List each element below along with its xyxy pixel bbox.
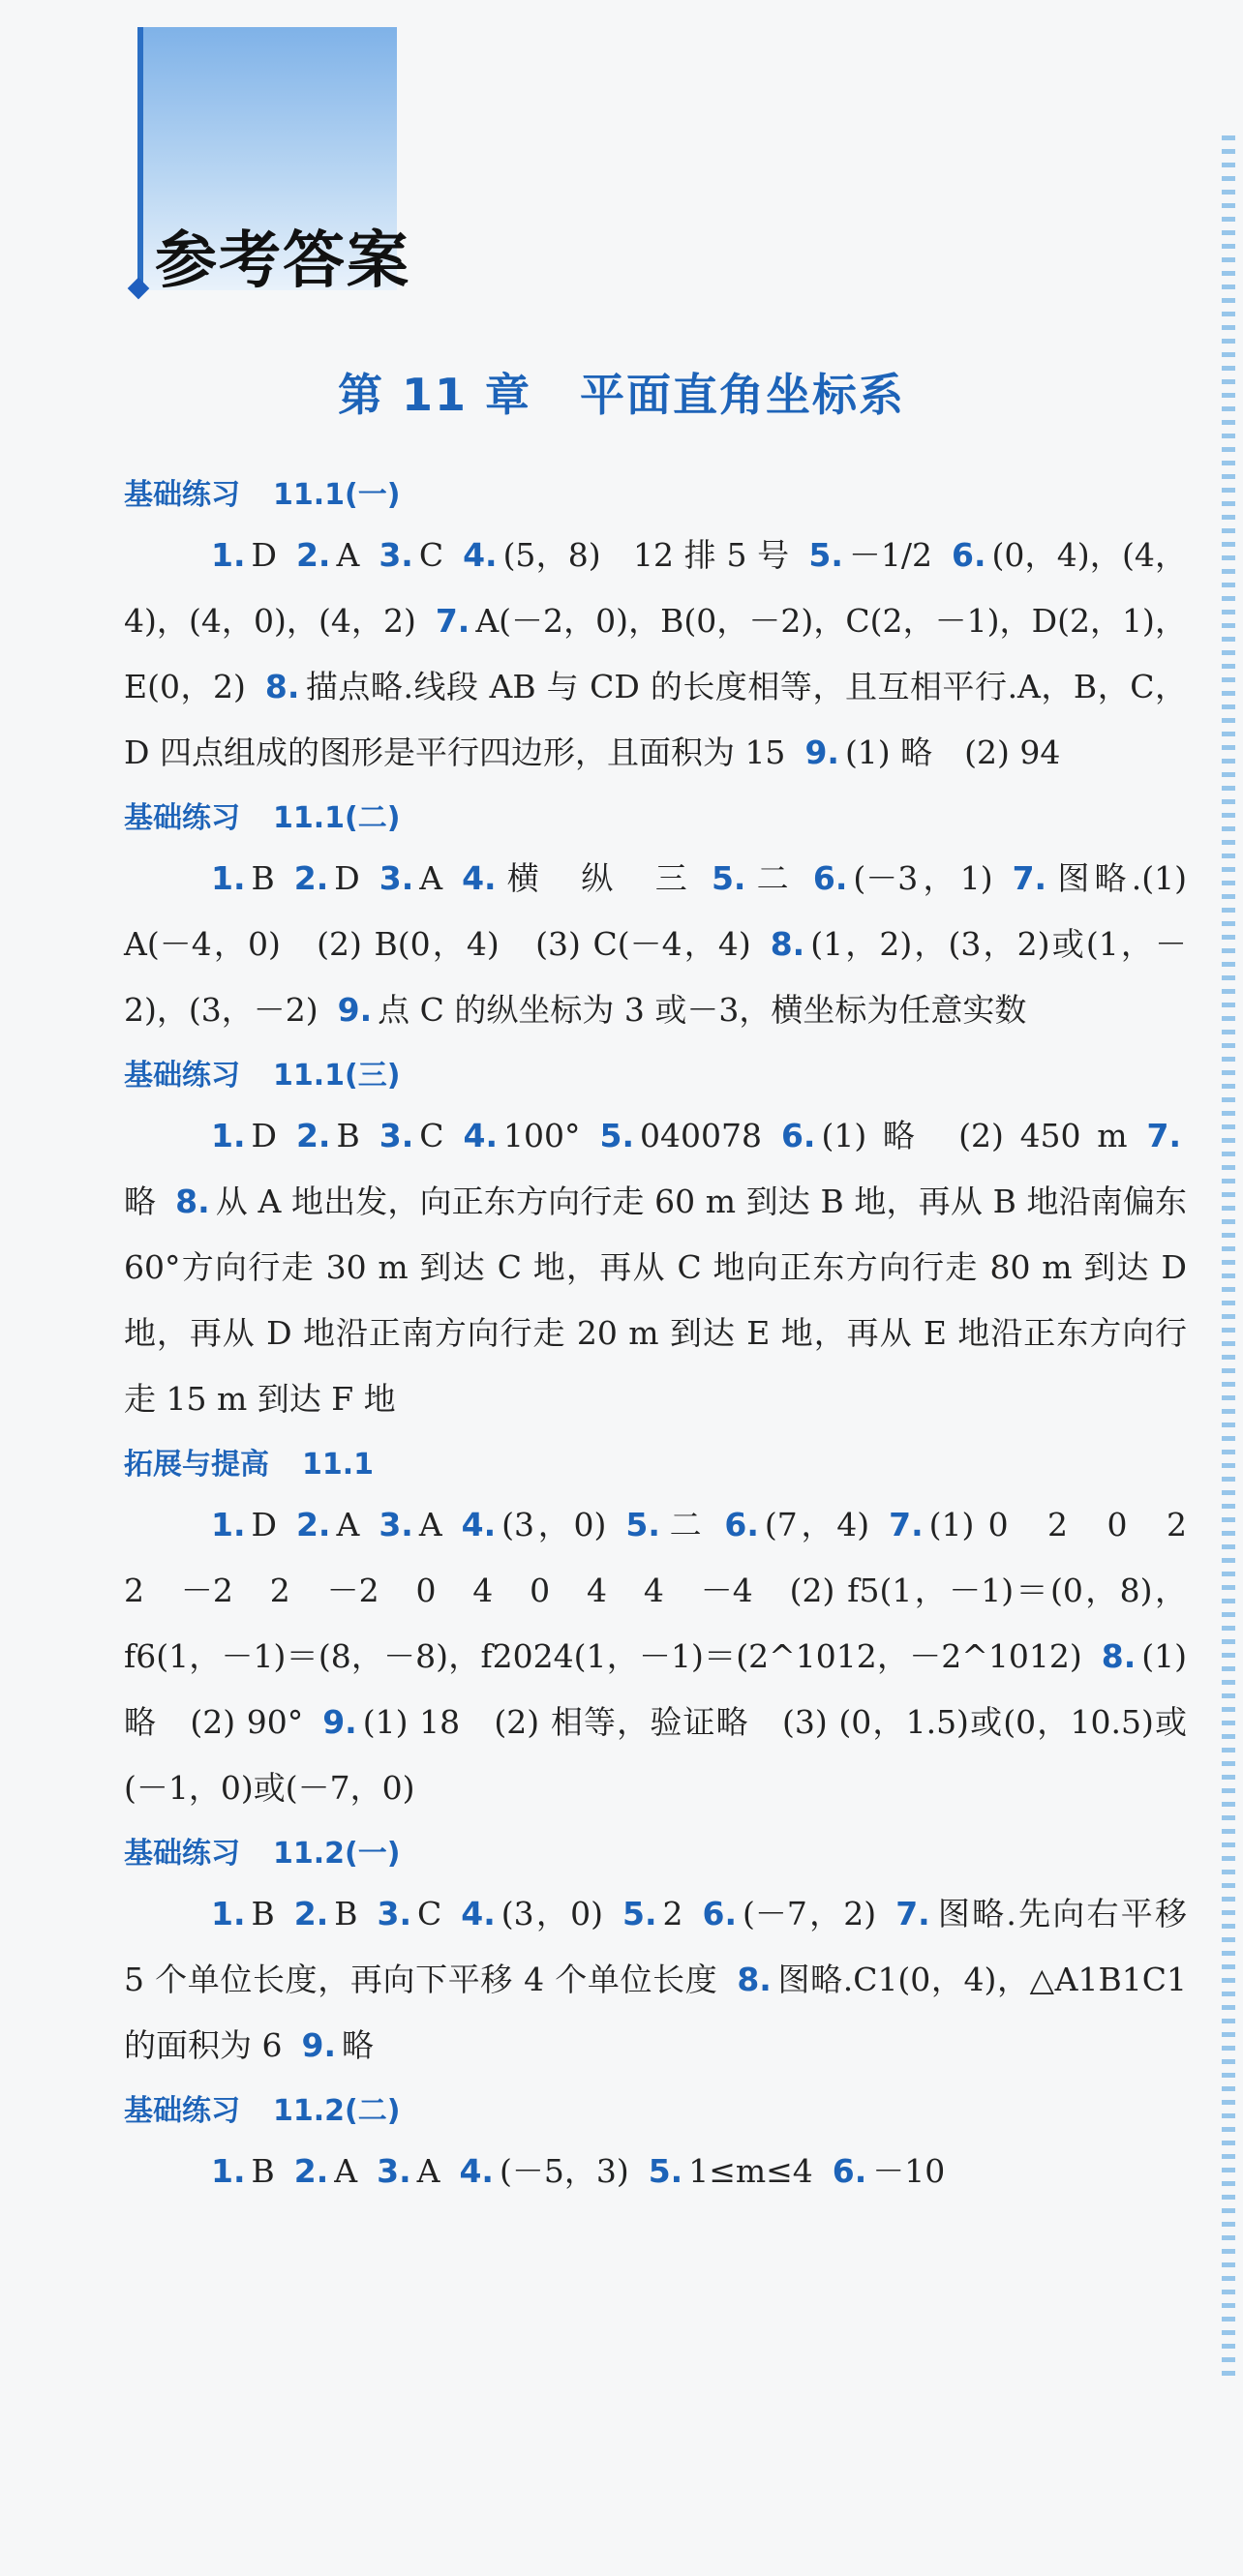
section-heading: 基础练习 11.1(三): [124, 1059, 401, 1093]
answer-block: 1. D 2. B 3. C 4. 100° 5. 040078 6. (1) 略 (2) 450 m 7.略 8. 从 A 地出发，向正东方向行走 60 m 到达 B 地，再从 B 地沿南偏东 60°方向行走 30 m 到达 C 地，再从 C 地向正东方向行走 80 m 到达 D 地，再从 D 地沿正南方向行走 20 m 到达 E 地，再从 E 地沿正东方向行走 15 m 到达 F 地: [124, 1117, 1187, 1418]
chapter-label: 第 11 章: [337, 369, 532, 421]
margin-decoration: [1222, 135, 1235, 2381]
answer-block: 1. B 2. D 3. A 4. 横 纵 三 5. 二 6. (－3，1) 7. 图略.(1) A(－4，0) (2) B(0，4) (3) C(－4，4) 8. (1，2)，(3，2)或(1，－2)，(3，－2) 9. 点 C 的纵坐标为 3 或－3，横坐标为任意实数: [124, 859, 1188, 1029]
section-heading: 基础练习 11.2(二): [124, 2094, 401, 2128]
section-heading: 基础练习 11.1(二): [124, 801, 401, 835]
chapter-name: 平面直角坐标系: [580, 369, 906, 421]
answer-block: 1. B 2. B 3. C 4. (3，0) 5. 2 6. (－7，2) 7. 图略.先向右平移 5 个单位长度，再向下平移 4 个单位长度 8. 图略.C1(0，4)，△A1B1C1 的面积为 6 9. 略: [124, 1895, 1187, 2064]
answer-content: [124, 463, 1220, 2204]
page-title: 参考答案: [155, 225, 410, 297]
answer-block: 1. D 2. A 3. C 4. (5，8) 12 排 5 号 5. －1/2 6. (0，4)，(4，4)，(4，0)，(4，2) 7. A(－2，0)，B(0，－2)，C(2，－1)，D(2，1)，E(0，2) 8. 描点略.线段 AB 与 CD 的长度相等，且互相平行.A，B，C，D 四点组成的图形是平行四边形，且面积为 15 9. (1) 略 (2) 94: [124, 536, 1187, 771]
section-heading: 基础练习 11.2(一): [124, 1837, 401, 1871]
section-heading: 基础练习 11.1(一): [124, 478, 401, 512]
section-heading: 拓展与提高 11.1: [124, 1448, 375, 1482]
header-rule: [137, 27, 143, 288]
answer-block: 1. D 2. A 3. A 4. (3，0) 5. 二 6. (7，4) 7. (1) 0 2 0 2 2 －2 2 －2 0 4 0 4 4 －4 (2) f5(1，－1)＝(0，8)，f6(1，－1)＝(8，－8)，f2024(1，－1)＝(2^1012，－2^1012) 8. (1) 略 (2) 90° 9. (1) 18 (2) 相等，验证略 (3) (0，1.5)或(0，10.5)或(－1，0)或(－7，0): [124, 1506, 1220, 1807]
chapter-heading: [0, 360, 1243, 424]
answer-block: 1. B 2. A 3. A 4. (－5，3) 5. 1≤m≤4 6. －10: [211, 2152, 946, 2190]
